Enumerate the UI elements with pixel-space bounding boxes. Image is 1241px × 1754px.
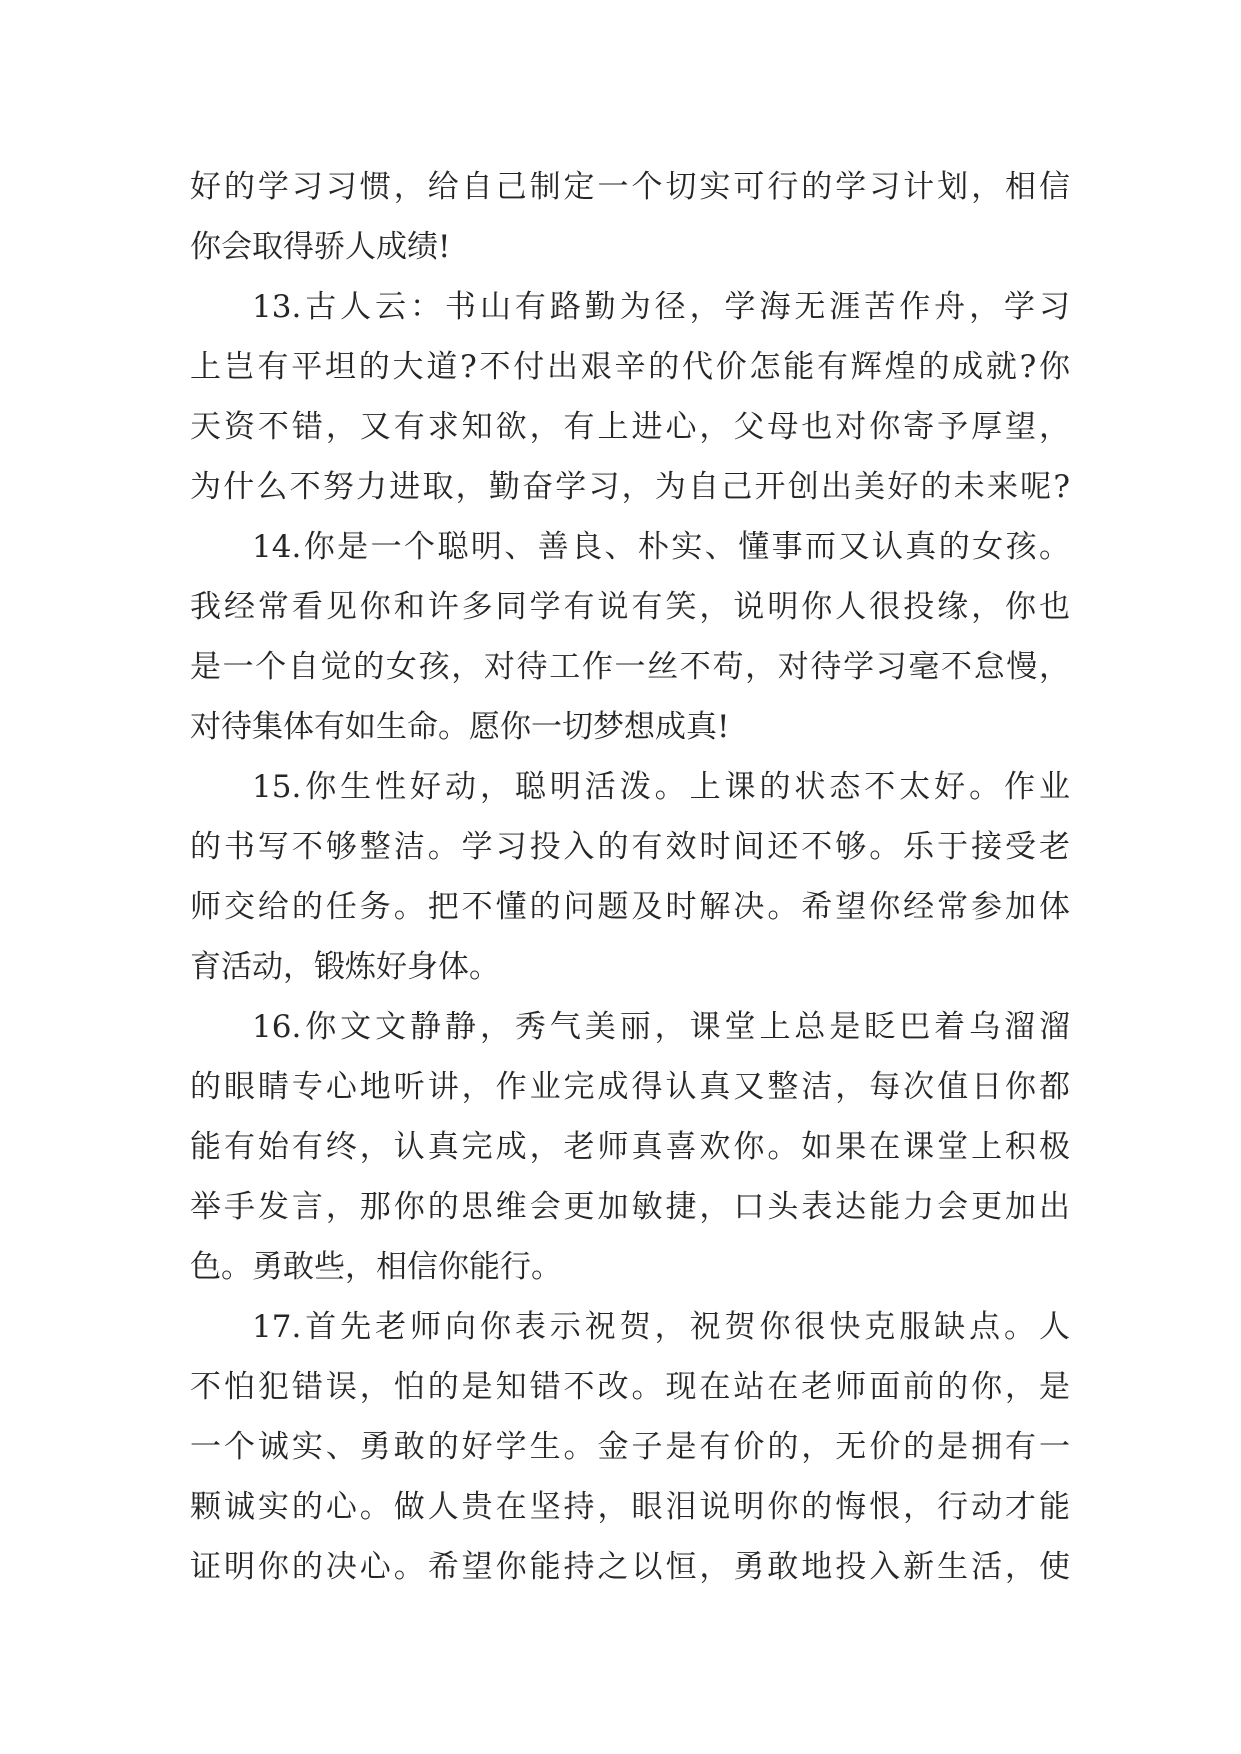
body-text bbox=[190, 157, 1070, 1597]
text-line: 举手发言，那你的思维会更加敏捷，口头表达能力会更加出 bbox=[190, 1189, 1070, 1225]
text-line: 13.古人云：书山有路勤为径，学海无涯苦作舟，学习 bbox=[252, 289, 1070, 325]
text-line: 16.你文文静静，秀气美丽，课堂上总是眨巴着乌溜溜 bbox=[252, 1009, 1070, 1045]
text-line: 上岂有平坦的大道?不付出艰辛的代价怎能有辉煌的成就?你 bbox=[190, 349, 1070, 385]
text-line: 14.你是一个聪明、善良、朴实、懂事而又认真的女孩。 bbox=[252, 529, 1070, 565]
text-line: 对待集体有如生命。愿你一切梦想成真! bbox=[190, 709, 730, 745]
text-line: 天资不错，又有求知欲，有上进心，父母也对你寄予厚望， bbox=[190, 409, 1070, 445]
text-line: 不怕犯错误，怕的是知错不改。现在站在老师面前的你，是 bbox=[190, 1369, 1070, 1405]
text-line: 的眼睛专心地听讲，作业完成得认真又整洁，每次值日你都 bbox=[190, 1069, 1070, 1105]
text-line: 好的学习习惯，给自己制定一个切实可行的学习计划，相信 bbox=[190, 169, 1070, 205]
text-line: 育活动，锻炼好身体。 bbox=[190, 949, 500, 985]
text-line: 色。勇敢些，相信你能行。 bbox=[190, 1249, 562, 1285]
text-line: 能有始有终，认真完成，老师真喜欢你。如果在课堂上积极 bbox=[190, 1129, 1070, 1165]
text-line: 是一个自觉的女孩，对待工作一丝不苟，对待学习毫不怠慢， bbox=[190, 649, 1070, 685]
text-line: 你会取得骄人成绩! bbox=[190, 229, 451, 265]
text-line: 17.首先老师向你表示祝贺，祝贺你很快克服缺点。人 bbox=[252, 1309, 1070, 1345]
text-line: 师交给的任务。把不懂的问题及时解决。希望你经常参加体 bbox=[190, 889, 1070, 925]
text-line: 我经常看见你和许多同学有说有笑，说明你人很投缘，你也 bbox=[190, 589, 1070, 625]
text-line: 为什么不努力进取，勤奋学习，为自己开创出美好的未来呢? bbox=[190, 469, 1070, 505]
text-line: 15.你生性好动，聪明活泼。上课的状态不太好。作业 bbox=[252, 769, 1070, 805]
text-line: 颗诚实的心。做人贵在坚持，眼泪说明你的悔恨，行动才能 bbox=[190, 1489, 1070, 1525]
text-line: 的书写不够整洁。学习投入的有效时间还不够。乐于接受老 bbox=[190, 829, 1070, 865]
text-line: 证明你的决心。希望你能持之以恒，勇敢地投入新生活，使 bbox=[190, 1549, 1070, 1585]
text-line: 一个诚实、勇敢的好学生。金子是有价的，无价的是拥有一 bbox=[190, 1429, 1070, 1465]
